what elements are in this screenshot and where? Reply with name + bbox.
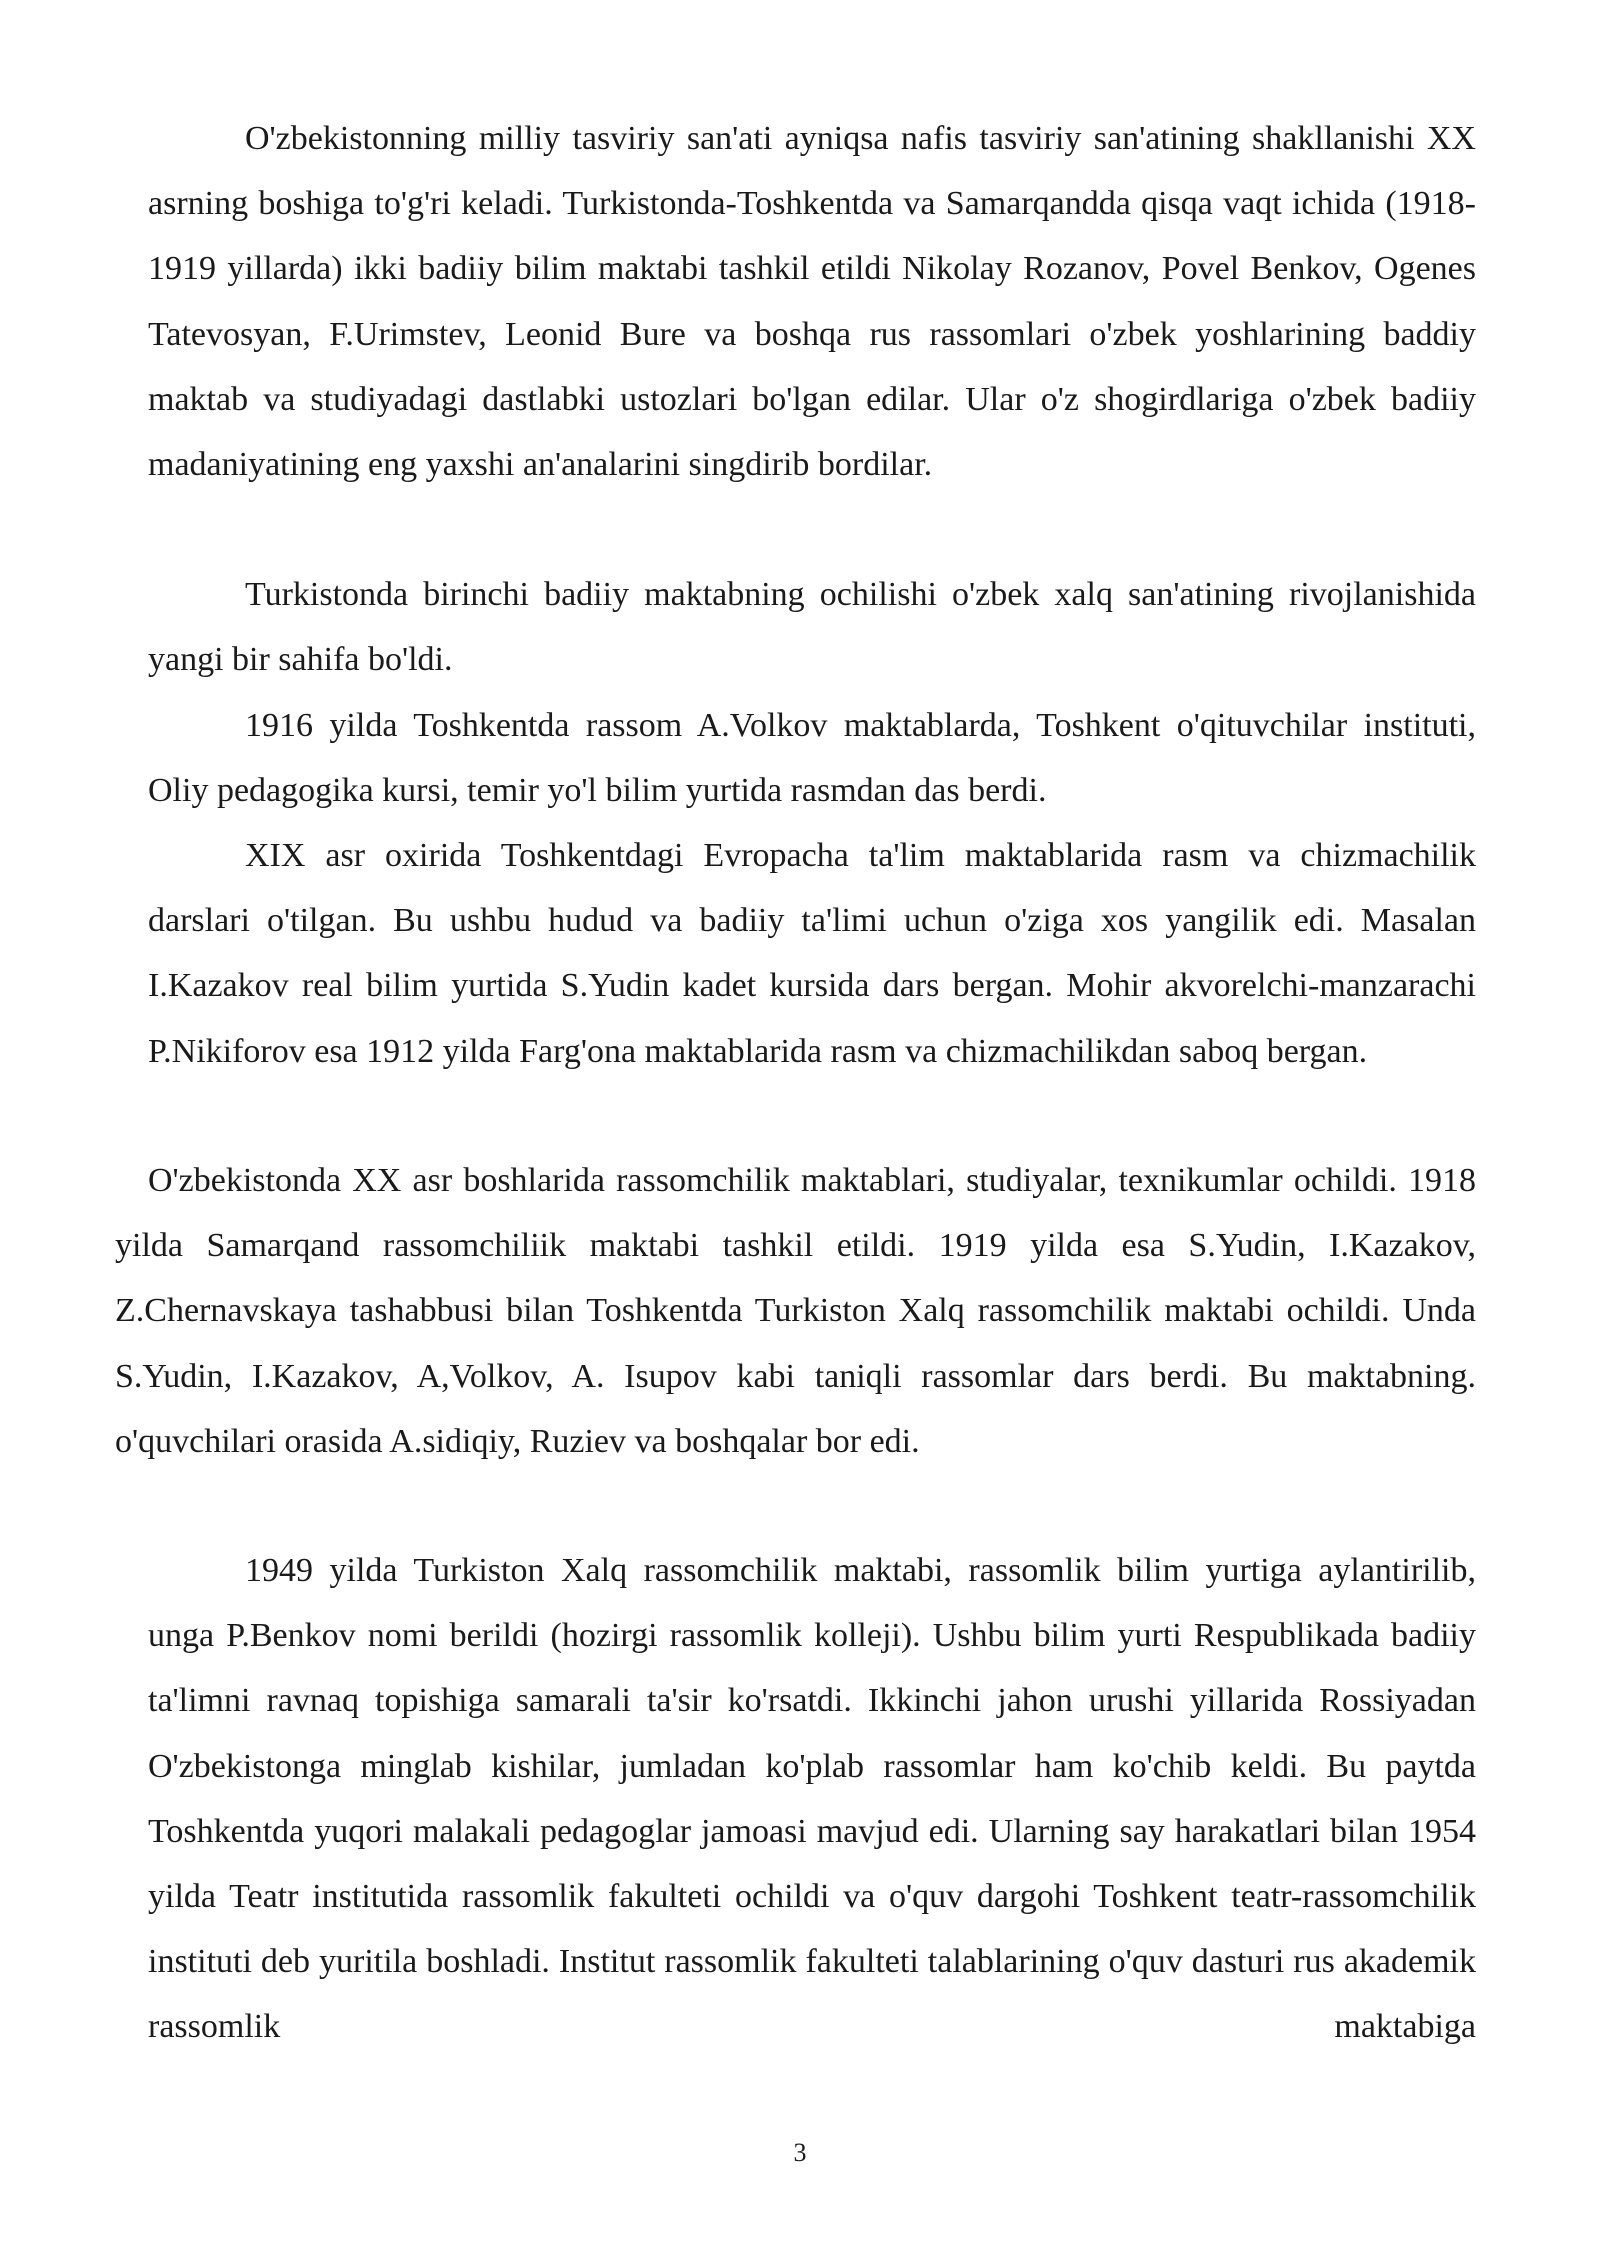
paragraph-national-art-origins: O'zbekistonning milliy tasviriy san'ati ayniqsa nafis tasviriy san'atining shakllanishi XX asrning boshiga to'g'ri keladi. Turkistonda-Toshkentda va Samarqandda qisqa vaqt ichida (1918-1919 yillarda) ikki badiiy bilim maktabi tashkil etildi Nikolay Rozanov, Povel Benkov, Ogenes Tatevosyan, F.Urimstev, Leonid Bure va boshqa rus rassomlari o'zbek yoshlarining baddiy maktab va studiyadagi dastlabki ustozlari bo'lgan edilar. Ular o'z shogirdlariga o'zbek badiiy madaniyatining eng yaxshi an'analarini singdirib bordilar. bbox=[148, 120, 1476, 484]
paragraph-first-art-school: Turkistonda birinchi badiiy maktabning ochilishi o'zbek xalq san'atining rivojlanishida yangi bir sahifa bo'ldi. bbox=[148, 576, 1476, 679]
paragraph-benkov-school-1949: 1949 yilda Turkiston Xalq rassomchilik maktabi, rassomlik bilim yurtiga aylantirilib, unga P.Benkov nomi berildi (hozirgi rassomlik kolleji). Ushbu bilim yurti Respublikada badiiy ta'limni ravnaq topishiga samarali ta'sir ko'rsatdi. Ikkinchi jahon urushi yillarida Rossiyadan O'zbekistonga minglab kishilar, jumladan ko'plab rassomlar ham ko'chib keldi. Bu paytda Toshkentda yuqori malakali pedagoglar jamoasi mavjud edi. Ularning say harakatlari bilan 1954 yilda Teatr institutida rassomlik fakulteti ochildi va o'quv dargohi Toshkent teatr-rassomchilik instituti deb yuritila boshladi. Institut rassomlik fakulteti talablarining o'quv dasturi rus akademik rassomlik maktabiga bbox=[148, 1552, 1476, 2046]
paragraph-xx-century-schools: O'zbekistonda XX asr boshlarida rassomchilik maktablari, studiyalar, texnikumlar ochildi. 1918 yilda Samarqand rassomchiliik maktabi tashkil etildi. 1919 yilda esa S.Yudin, I.Kazakov, Z.Chernavskaya tashabbusi bilan Toshkentda Turkiston Xalq rassomchilik maktabi ochildi. Unda S.Yudin, I.Kazakov, A,Volkov, A. Isupov kabi taniqli rassomlar dars berdi. Bu maktabning. o'quvchilari orasida A.sidiqiy, Ruziev va boshqalar bor edi. bbox=[115, 1162, 1476, 1460]
paragraph-volkov-1916: 1916 yilda Toshkentda rassom A.Volkov maktablarda, Toshkent o'qituvchilar instituti, Oliy pedagogika kursi, temir yo'l bilim yurtida rasmdan das berdi. bbox=[148, 707, 1476, 810]
page-number: 3 bbox=[793, 2138, 807, 2167]
paragraph-xix-century-schools: XIX asr oxirida Toshkentdagi Evropacha ta'lim maktablarida rasm va chizmachilik darslari o'tilgan. Bu ushbu hudud va badiiy ta'limi uchun o'ziga xos yangilik edi. Masalan I.Kazakov real bilim yurtida S.Yudin kadet kursida dars bergan. Mohir akvorelchi-manzarachi P.Nikiforov esa 1912 yilda Farg'ona maktablarida rasm va chizmachilikdan saboq bergan. bbox=[148, 837, 1476, 1070]
